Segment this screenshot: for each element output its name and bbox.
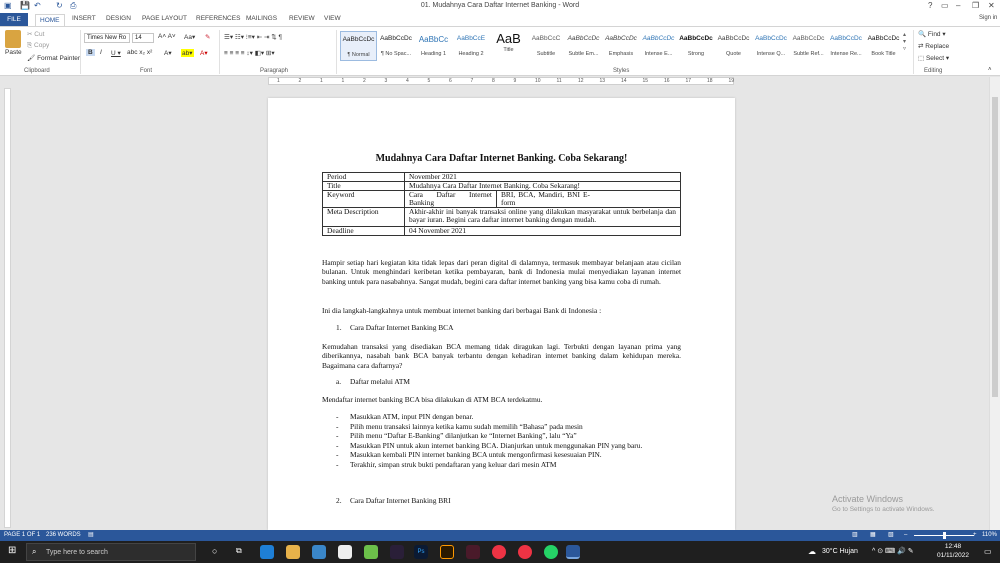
cut-label: Cut (34, 31, 45, 38)
cortana-icon[interactable]: ○ (212, 546, 218, 556)
document-page[interactable] (268, 98, 735, 530)
weather-icon: ☁ (808, 547, 816, 556)
page-count[interactable]: PAGE 1 OF 1 (4, 532, 41, 538)
ruler-number: 2 (363, 78, 366, 84)
style-0[interactable] (340, 31, 377, 61)
style-sample: AaBbCcDc (642, 35, 675, 42)
style-name: Subtitle (536, 51, 556, 57)
ruler-number: 2 (298, 78, 302, 84)
list-item: Masukkan PIN untuk akun internet banking BCA. Dianjurkan untuk menggunakan PIN yang baru. (350, 440, 643, 450)
list-item: Pilih menu “Daftar E-Banking” dilanjutkan ke “Internet Banking”, lalu “Ya” (350, 431, 577, 440)
whatsapp-icon[interactable] (544, 545, 558, 559)
style-8[interactable] (640, 31, 677, 61)
ruler-number: 7 (470, 78, 474, 84)
ruler-number: 6 (449, 78, 452, 84)
style-4[interactable] (490, 31, 527, 61)
chrome-icon[interactable] (518, 545, 532, 559)
list-number: 2. (336, 496, 342, 505)
bullet-mark: - (336, 459, 339, 469)
notification-icon[interactable]: ▭ (984, 547, 992, 556)
style-sample: AaBbCcDc (380, 35, 412, 42)
italic-button[interactable]: I (100, 49, 102, 56)
zoom-slider-thumb[interactable] (943, 532, 946, 539)
ruler-number: 18 (707, 78, 713, 84)
highlight-icon[interactable]: ab▾ (182, 50, 193, 57)
style-7[interactable] (603, 31, 640, 61)
group-divider (219, 30, 220, 74)
tab-view[interactable]: VIEW (324, 15, 341, 22)
text-effects-icon[interactable]: A▾ (164, 50, 172, 57)
table-cell: Keyword (323, 191, 405, 208)
find-label: Find (927, 31, 941, 38)
replace-label: Replace (925, 43, 950, 50)
app-icon[interactable] (390, 545, 404, 559)
ruler-number: 14 (621, 78, 627, 84)
search-icon: ⌕ (32, 547, 37, 556)
tab-insert[interactable]: INSERT (72, 15, 96, 22)
list-item: Terakhir, simpan struk bukti pendaftaran yang keluar dari mesin ATM (350, 459, 557, 469)
photoshop-icon[interactable]: Ps (414, 545, 428, 559)
style-sample: AaBbCcDc (792, 35, 825, 42)
group-divider (913, 30, 914, 74)
underline-button[interactable]: U ▾ (111, 50, 121, 57)
store-icon[interactable] (312, 545, 326, 559)
paragraph: Mendaftar internet banking BCA bisa dilakukan di ATM BCA terdekatmu. (322, 395, 543, 404)
style-sample: AaBbCcDc (342, 36, 375, 43)
table-cell: November 2021 (405, 173, 681, 182)
web-layout-icon[interactable]: ▧ (888, 532, 894, 538)
table-cell: Period (323, 173, 405, 182)
ruler-number: 5 (427, 78, 431, 84)
bullet-mark: - (336, 440, 339, 450)
ruler-number: 1 (277, 78, 280, 84)
style-name: Heading 1 (420, 51, 447, 57)
sign-in-link[interactable]: Sign in (979, 15, 998, 21)
font-name-box[interactable]: Times New Ro (84, 33, 130, 43)
tab-mailings[interactable]: MAILINGS (246, 15, 278, 22)
style-sample: AaBbCcDc (679, 35, 713, 42)
ruler-number: 19 (728, 78, 735, 84)
style-9[interactable] (678, 31, 715, 61)
ruler-number: 10 (535, 78, 541, 84)
copy-label: Copy (34, 42, 50, 49)
style-sample: AaBbCcC (531, 35, 561, 42)
copy-button[interactable]: ⎘ Copy (27, 42, 50, 49)
list-item: Masukkan ATM, input PIN dengan benar. (350, 412, 474, 421)
cut-button[interactable]: ✂ Cut (27, 31, 45, 38)
style-sample: AaB (496, 31, 521, 46)
style-6[interactable] (565, 31, 602, 61)
style-name: ¶ No Spac... (380, 51, 412, 57)
zoom-level[interactable]: 110% (982, 532, 997, 538)
word-taskbar-icon[interactable] (566, 545, 580, 559)
ruler-number: 1 (341, 78, 345, 84)
style-sample: AaBbCcE (456, 35, 486, 42)
list-item: Pilih menu transaksi lainnya ketika kamu sudah memilih “Bahasa” pada mesin (350, 421, 583, 431)
document-title: Mudahnya Cara Daftar Internet Banking. Coba Sekarang! (375, 153, 628, 164)
style-name: Intense Re... (830, 51, 862, 57)
horizontal-ruler[interactable] (268, 77, 734, 85)
read-mode-icon[interactable]: ▥ (852, 532, 858, 538)
select-label: Select (925, 55, 945, 62)
notepad-icon[interactable] (338, 545, 352, 559)
table-cell: Meta Description (323, 208, 405, 227)
style-12[interactable] (790, 31, 827, 61)
search-placeholder: Type here to search (46, 549, 108, 556)
ruler-number: 11 (556, 78, 562, 84)
paragraph: Hampir setiap hari kegiatan kita tidak lepas dari peran digital di dalamnya, termasuk membayar belanjaan atau cicilan bulanan. Untuk menghindari keribetan ketika pembayaran, bank di Indonesia mulai menyediakan layanan internet banking untuk para nasabahnya. Sangat mudah, begini cara daftar internet banking yang bisa kamu coba di rumah. (322, 258, 681, 286)
table-cell: Title (323, 182, 405, 191)
ruler-number: 3 (384, 78, 388, 84)
editing-group-label: Editing (924, 68, 943, 74)
strikethrough-button[interactable]: abc x₂ x² (127, 49, 153, 56)
ribbon-tabs (0, 13, 1000, 26)
close-icon[interactable]: ✕ (988, 1, 995, 10)
task-view-icon[interactable]: ⧉ (236, 546, 242, 555)
styles-group-label: Styles (613, 68, 630, 74)
ruler-number: 13 (599, 78, 606, 84)
style-10[interactable] (715, 31, 752, 61)
change-case-icon[interactable]: Aa▾ (184, 34, 196, 41)
bullet-mark: - (336, 421, 339, 431)
undo-icon[interactable]: ↶ (34, 1, 41, 10)
find-button[interactable]: 🔍 Find ▾ (918, 31, 946, 38)
style-name: ¶ Normal (347, 52, 370, 58)
paragraph-group-label: Paragraph (260, 68, 289, 74)
grow-font-icon[interactable]: A˄ A˅ (158, 33, 176, 40)
group-divider (80, 30, 81, 74)
tab-references[interactable]: REFERENCES (196, 15, 241, 22)
tab-design[interactable]: DESIGN (106, 15, 131, 22)
section-heading: Cara Daftar Internet Banking BRI (350, 496, 451, 505)
styles-scroll-icon[interactable]: ▴ ▾ ▿ (903, 32, 907, 52)
tab-home[interactable]: HOME (35, 14, 65, 26)
proofing-icon[interactable]: ▤ (88, 532, 94, 538)
style-1[interactable] (378, 31, 415, 61)
tab-page-layout[interactable]: PAGE LAYOUT (142, 15, 187, 22)
ruler-number: 8 (492, 78, 495, 84)
clear-formatting-icon[interactable]: ✎ (205, 34, 211, 41)
scrollbar-thumb[interactable] (992, 97, 998, 397)
table-row (323, 227, 681, 236)
bullet-mark: - (336, 450, 339, 459)
list-letter: a. (336, 377, 342, 386)
style-name: Subtle Ref... (793, 51, 824, 57)
font-size-box[interactable]: 14 (132, 33, 154, 43)
font-group-label: Font (140, 68, 153, 74)
style-name: Emphasis (608, 51, 634, 57)
style-name: Intense E... (644, 51, 673, 57)
app-icon[interactable] (466, 545, 480, 559)
edge-icon[interactable] (260, 545, 274, 559)
print-layout-icon[interactable]: ▦ (870, 532, 876, 538)
clock-date[interactable]: 01/11/2022 (936, 552, 970, 559)
list-number: 1. (336, 323, 342, 332)
ruler-number: 16 (664, 78, 670, 84)
style-name: Subtle Em... (568, 51, 599, 57)
word-app-icon: ▣ (4, 1, 12, 10)
style-sample: AaBbCcDc (830, 35, 862, 42)
style-name: Intense Q... (756, 51, 786, 57)
app-icon[interactable] (364, 545, 378, 559)
replace-button[interactable]: ⇄ Replace (918, 43, 950, 50)
taskbar (0, 541, 1000, 563)
table-cell: Deadline (323, 227, 405, 236)
font-color-icon[interactable]: A▾ (200, 50, 208, 57)
style-5[interactable] (528, 31, 565, 61)
ribbon-display-icon[interactable]: ▭ (941, 1, 949, 10)
ruler-number: 15 (642, 78, 649, 84)
sub-heading: Daftar melalui ATM (350, 377, 410, 386)
illustrator-icon[interactable] (440, 545, 454, 559)
table-cell: BRI, BCA, Mandiri, BNI E-form (497, 191, 681, 208)
align-icons[interactable]: ≡ ≡ ≡ ≡ ↕▾ ◧▾ ⊞▾ (224, 50, 275, 57)
style-name: Strong (687, 51, 705, 57)
table-cell: 04 November 2021 (405, 227, 681, 236)
ruler-number: 1 (320, 78, 323, 84)
taskbar-search[interactable] (26, 543, 196, 561)
zoom-in-icon[interactable]: + (973, 532, 977, 538)
zoom-out-icon[interactable]: – (904, 532, 908, 538)
tab-file[interactable]: FILE (0, 13, 28, 26)
collapse-ribbon-icon[interactable]: ˄ (988, 67, 992, 73)
style-13[interactable] (828, 31, 865, 61)
window-title: 01. Mudahnya Cara Daftar Internet Banking - Word (420, 2, 580, 9)
style-11[interactable] (753, 31, 790, 61)
bullets-icon[interactable]: ☰▾ ☷▾ ⁝≡▾ ⇤ ⇥ ⇅ ¶ (224, 34, 282, 41)
clock-time[interactable]: 12:48 (944, 543, 962, 550)
ribbon (0, 26, 1000, 76)
weather-text[interactable]: 30°C Hujan (822, 548, 858, 555)
group-divider (336, 30, 337, 74)
redo-icon[interactable]: ↻ (56, 1, 63, 10)
meta-table (322, 172, 681, 236)
paste-button[interactable]: Paste (5, 49, 22, 56)
tray-icons[interactable]: ^ ⊙ ⌨ 🔊 ✎ (872, 548, 914, 555)
bullet-mark: - (336, 431, 339, 440)
paragraph: Kemudahan transaksi yang disediakan BCA memang tidak diragukan lagi. Terbukti dengan layanan prima yang diberikannya, nasabah bank BCA banyak terbantu dengan kehadiran internet banking dalam kehidupan mereka. Bagaimana cara daftarnya? (322, 342, 681, 370)
table-row (323, 208, 681, 227)
ruler-number: 17 (685, 78, 692, 84)
style-name: Book Title (871, 51, 896, 57)
help-button[interactable]: ? (928, 1, 933, 10)
title-bar (0, 0, 1000, 13)
table-row (323, 191, 681, 208)
list-item: Masukkan kembali PIN internet banking BCA untuk mengonfirmasi kesesuaian PIN. (350, 450, 602, 459)
word-count[interactable]: 236 WORDS (46, 532, 81, 538)
style-name: Title (503, 47, 514, 53)
style-3[interactable] (453, 31, 490, 61)
table-cell: Mudahnya Cara Daftar Internet Banking. Coba Sekarang! (405, 182, 681, 191)
vertical-scrollbar[interactable] (989, 77, 1000, 530)
restore-icon[interactable]: ❐ (972, 1, 980, 10)
chrome-icon[interactable] (492, 545, 506, 559)
paragraph: Ini dia langkah-langkahnya untuk membuat internet banking dari berbagai Bank di Indonesia : (322, 306, 602, 315)
clipboard-group-label: Clipboard (24, 68, 50, 74)
vertical-ruler[interactable] (4, 88, 11, 528)
watermark-line1: Activate Windows (832, 494, 904, 504)
save-icon[interactable]: 💾 (20, 1, 30, 10)
style-sample: AaBbCc (418, 35, 449, 44)
section-heading: Cara Daftar Internet Banking BCA (350, 323, 454, 332)
file-explorer-icon[interactable] (286, 545, 300, 559)
style-name: Quote (726, 51, 741, 57)
style-sample: AaBbCcDc (717, 35, 750, 42)
windows-start-icon[interactable]: ⊞ (8, 545, 17, 556)
ruler-number: 4 (406, 78, 409, 84)
style-14[interactable] (865, 31, 902, 61)
table-cell: Cara Daftar Internet Banking (405, 191, 497, 208)
style-sample: AaBbCcDc (567, 35, 600, 42)
tab-review[interactable]: REVIEW (289, 15, 315, 22)
style-sample: AaBbCcDc (755, 35, 787, 42)
status-bar (0, 530, 1000, 541)
ruler-number: 9 (513, 78, 517, 84)
table-cell: Akhir-akhir ini banyak transaksi online yang dilakukan masyarakat untuk berbelanja dan bayar iuran. Begini cara daftar internet banking dengan mudah. (405, 208, 681, 227)
watermark-line2: Go to Settings to activate Windows. (832, 506, 935, 513)
print-preview-icon[interactable]: ⎙ (70, 1, 77, 10)
activation-watermark (832, 494, 935, 513)
paste-icon[interactable] (5, 30, 21, 48)
style-2[interactable] (415, 31, 452, 61)
minimize-icon[interactable]: – (956, 1, 961, 10)
bold-button[interactable]: B (88, 49, 93, 56)
ruler-number: 12 (578, 78, 584, 84)
format-painter-button[interactable]: 🖌 Format Painter (27, 55, 81, 62)
style-sample: AaBbCcDc (605, 35, 637, 42)
style-name: Heading 2 (458, 51, 484, 57)
style-sample: AaBbCcDc (867, 35, 900, 42)
select-button[interactable]: ⬚ Select ▾ (918, 55, 950, 62)
bullet-mark: - (336, 412, 339, 421)
format-painter-label: Format Painter (37, 55, 81, 62)
